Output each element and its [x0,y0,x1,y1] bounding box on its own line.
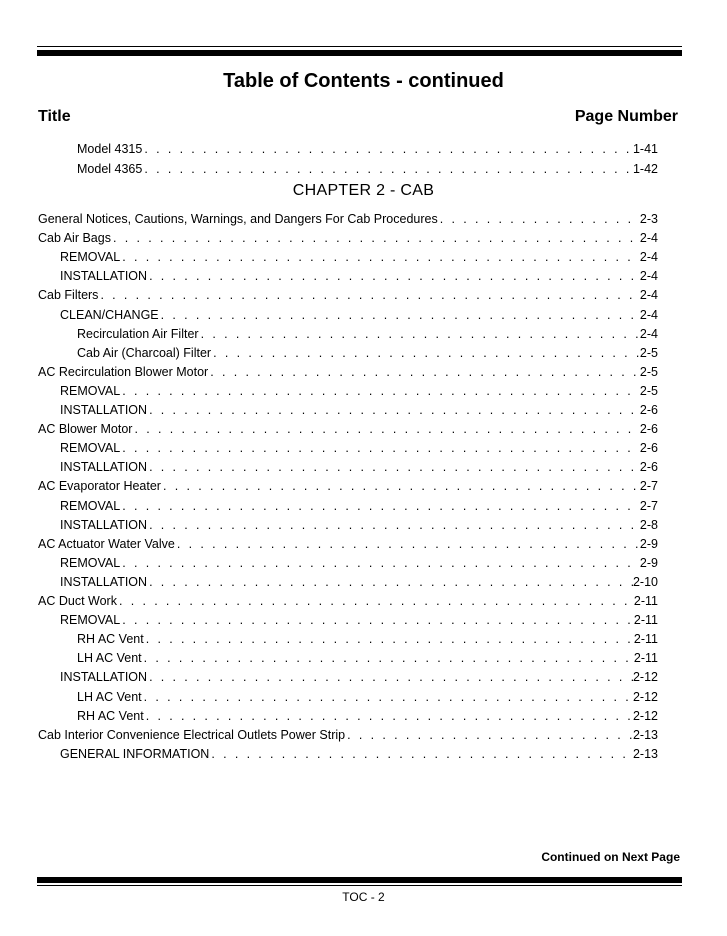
toc-entry [38,575,658,590]
toc-leader-dots [120,384,640,399]
toc-entry [38,556,658,571]
toc-entry [38,384,658,399]
toc-leader-dots [111,231,640,246]
toc-entry-label: AC Evaporator Heater [38,479,161,494]
toc-entry-label: AC Recirculation Blower Motor [38,364,209,379]
toc-entry [38,594,658,609]
toc-leader-dots [211,346,640,361]
toc-entry [38,288,658,303]
toc-leader-dots [208,365,640,380]
toc-entry-label: Cab Air (Charcoal) Filter [77,345,212,360]
toc-entry-page: 2-5 [639,364,658,379]
toc-leader-dots [120,441,640,456]
toc-entry-page: 2-13 [632,746,658,761]
toc-entry-label: INSTALLATION [60,269,148,284]
toc-leader-dots [147,518,640,533]
toc-leader-dots [147,460,640,475]
toc-entry [38,690,658,705]
toc-entry-page: 2-6 [639,403,658,417]
toc-entry-page: 2-11 [633,632,658,647]
toc-leader-dots [159,308,640,323]
toc-leader-dots [98,288,639,303]
page-title: Table of Contents - continued [223,70,504,92]
toc-leader-dots [209,747,633,762]
toc-entry-label: REMOVAL [60,555,121,570]
toc-entry [38,269,658,284]
toc-entry-label: INSTALLATION [60,574,148,589]
toc-entry [38,613,658,628]
toc-entry-label: AC Duct Work [38,594,117,608]
toc-entry [38,537,658,552]
toc-leader-dots [147,269,640,284]
toc-entry-page: 2-10 [632,574,658,589]
toc-entry-page: 2-12 [632,708,658,723]
toc-leader-dots [120,556,640,571]
toc-entry [38,327,658,342]
toc-leader-dots [144,632,634,647]
toc-entry [38,632,658,647]
toc-entry-page: 2-12 [632,670,658,685]
toc-entry-page: 2-11 [633,613,658,628]
toc-leader-dots [120,613,634,628]
toc-leader-dots [144,709,633,724]
toc-entry-label: Model 4315 [77,142,143,156]
toc-entry [38,212,658,227]
toc-entry [38,250,658,265]
toc-entry-page: 2-4 [639,307,658,322]
column-header-title: Title [38,108,71,125]
toc-entry [38,479,658,494]
toc-entry-label: Cab Interior Convenience Electrical Outlets Power Strip [38,727,346,742]
toc-entry [38,728,658,743]
toc-entry-label: INSTALLATION [60,460,148,475]
toc-entry-label: RH AC Vent [77,708,144,723]
toc-entry-page: 2-6 [639,441,658,456]
toc-entry-label: GENERAL INFORMATION [60,746,210,761]
toc-entry-label: Cab Filters [38,288,99,303]
toc-entry [38,670,658,685]
toc-leader-dots [132,422,639,437]
toc-entry-label: General Notices, Cautions, Warnings, and Dangers For Cab Procedures [38,212,438,226]
toc-entry-label: INSTALLATION [60,517,148,532]
toc-entry-page: 2-6 [639,422,658,437]
toc-leader-dots [199,327,640,342]
toc-entry-label: REMOVAL [60,250,121,265]
toc-leader-dots [147,575,633,590]
toc-entry-page: 2-5 [639,345,658,360]
toc-entry-page: 2-4 [639,269,658,284]
toc-entry-page: 1-42 [632,161,658,176]
toc-entry [38,422,658,437]
toc-entry [38,403,658,418]
toc-entry-page: 2-4 [639,288,658,303]
toc-leader-dots [438,212,640,227]
toc-entry-label: INSTALLATION [60,670,148,685]
toc-entry-label: CLEAN/CHANGE [60,307,159,322]
toc-entry-label: REMOVAL [60,383,121,398]
toc-entry [38,518,658,533]
toc-leader-dots [175,537,640,552]
toc-entry [38,460,658,475]
toc-entry-page: 2-3 [639,212,658,226]
toc-entry [38,747,658,762]
toc-entry-page: 2-5 [639,383,658,398]
continued-note: Continued on Next Page [541,850,680,864]
toc-entry-page: 2-11 [633,651,658,666]
toc-entry-label: RH AC Vent [77,632,144,647]
toc-entry [38,651,658,666]
toc-leader-dots [147,670,633,685]
toc-entry-label: AC Blower Motor [38,422,133,437]
toc-entry-page: 1-41 [632,142,658,156]
chapter-heading: CHAPTER 2 - CAB [292,182,435,199]
toc-entry-page: 2-9 [639,555,658,570]
toc-leader-dots [142,142,633,157]
toc-entry [38,162,658,177]
toc-entry [38,365,658,380]
toc-entry-label: Model 4365 [77,161,143,176]
toc-entry-page: 2-12 [632,689,658,704]
toc-entry-page: 2-4 [639,231,658,246]
toc-leader-dots [142,162,633,177]
footer-rule-thick [37,877,682,883]
toc-leader-dots [161,479,640,494]
toc-entry [38,709,658,724]
page-footer: TOC - 2 [342,890,385,904]
toc-entry-page: 2-7 [639,498,658,513]
toc-entry-label: Cab Air Bags [38,231,111,246]
toc-entry-label: LH AC Vent [77,689,142,704]
toc-leader-dots [345,728,633,743]
toc-entry-page: 2-4 [639,250,658,265]
toc-entry [38,346,658,361]
toc-entry-page: 2-13 [632,727,658,742]
header-rule-thick [37,50,682,56]
toc-entry-page: 2-11 [633,594,658,608]
toc-leader-dots [142,690,633,705]
toc-entry-page: 2-7 [639,479,658,494]
toc-entry [38,441,658,456]
toc-entry-label: Recirculation Air Filter [77,326,199,341]
toc-leader-dots [142,651,634,666]
toc-entry-label: REMOVAL [60,498,121,513]
toc-entry-label: REMOVAL [60,613,121,628]
toc-entry-label: REMOVAL [60,441,121,456]
toc-entry [38,499,658,514]
toc-leader-dots [120,250,640,265]
toc-entry-label: LH AC Vent [77,651,142,666]
column-header-page-number: Page Number [574,108,678,125]
footer-rule-thin [37,885,682,886]
toc-entry-label: INSTALLATION [60,403,148,417]
toc-entry-page: 2-9 [639,536,658,551]
toc-entry [38,308,658,323]
toc-entry-label: AC Actuator Water Valve [38,536,175,551]
toc-entry [38,231,658,246]
toc-leader-dots [147,403,640,418]
header-rule-thin [37,46,682,47]
toc-entry [38,142,658,157]
toc-entry-page: 2-8 [639,517,658,532]
toc-entry-page: 2-6 [639,460,658,475]
toc-entry-page: 2-4 [639,326,658,341]
toc-leader-dots [117,594,634,609]
toc-leader-dots [120,499,640,514]
